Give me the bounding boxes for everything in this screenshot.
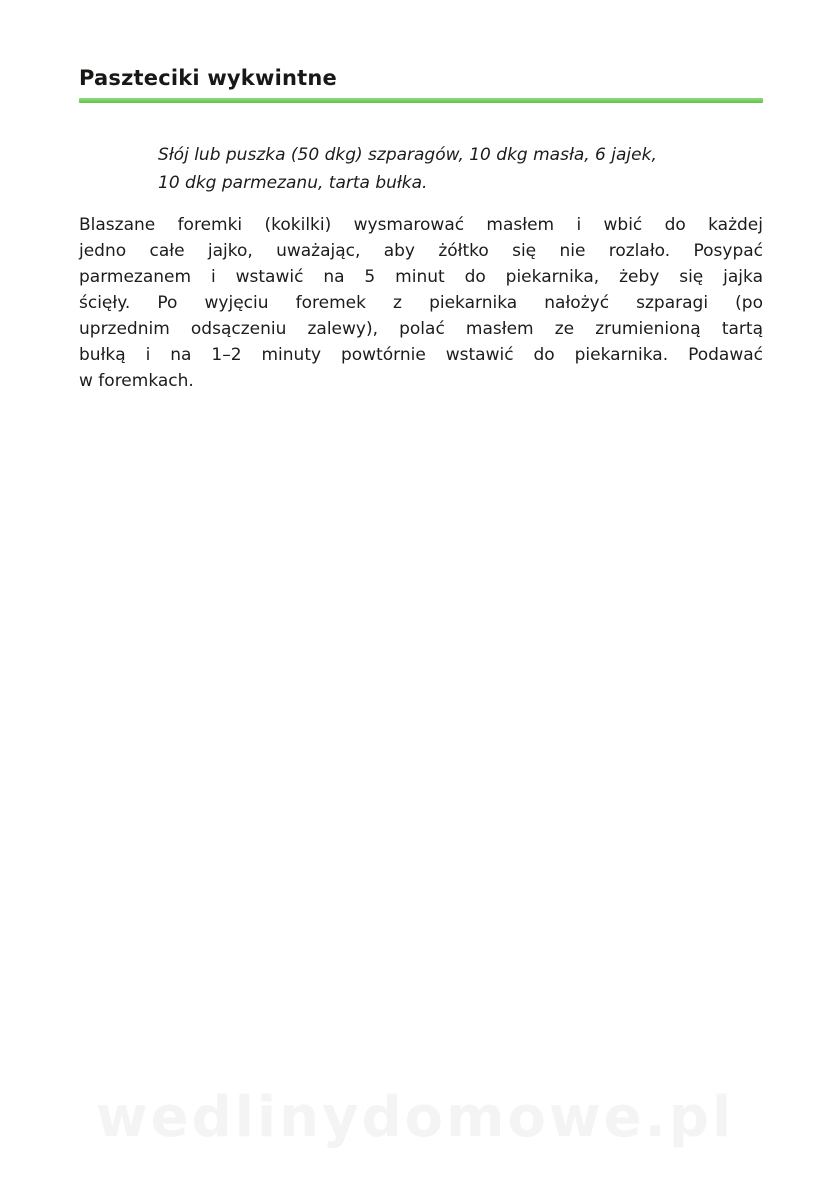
instructions-line: bułką i na 1–2 minuty powtórnie wstawić do piekarnika. Podawać — [79, 345, 763, 365]
ingredients-line: 10 dkg parmezanu, tarta bułka. — [158, 173, 428, 193]
recipe-title: Paszteciki wykwintne — [79, 66, 337, 90]
instructions-line: ścięły. Po wyjęciu foremek z piekarnika nałożyć szparagi (po — [79, 293, 763, 313]
title-underline — [79, 98, 763, 103]
watermark: wedlinydomowe.pl — [95, 1085, 735, 1150]
instructions-paragraph — [79, 212, 763, 394]
ingredients-line: Słój lub puszka (50 dkg) szparagów, 10 dkg masła, 6 jajek, — [158, 145, 657, 165]
instructions-line: parmezanem i wstawić na 5 minut do piekarnika, żeby się jajka — [79, 267, 763, 287]
instructions-line: w foremkach. — [79, 371, 194, 391]
ingredients-list — [158, 141, 758, 197]
instructions-line: uprzednim odsączeniu zalewy), polać masłem ze zrumienioną tartą — [79, 319, 763, 339]
instructions-line: jedno całe jajko, uważając, aby żółtko się nie rozlało. Posypać — [79, 241, 763, 261]
instructions-line: Blaszane foremki (kokilki) wysmarować masłem i wbić do każdej — [79, 215, 763, 235]
